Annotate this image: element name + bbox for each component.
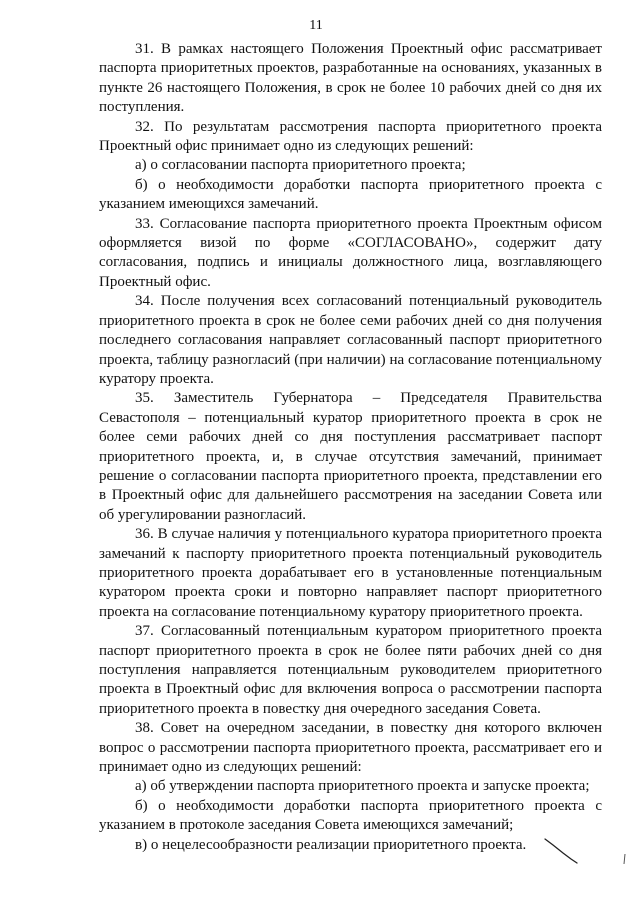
paragraph-35: 35. Заместитель Губернатора – Председателя Правительства Севастополя – потенциальный куратор приоритетного проекта в срок не более семи рабочих дней со дня поступления рассматривает паспорт приоритетного проекта, и, в случае отсутствия замечаний, принимает решение о согласовании паспорта приоритетного проекта, представлении его в Проектный офис для дальнейшего рассмотрения на заседании Совета или об урегулировании разногласий. — [99, 390, 602, 523]
paragraph-38-option-b: б) о необходимости доработки паспорта приоритетного проекта с указанием в протоколе заседания Совета имеющихся замечаний; — [99, 797, 602, 834]
margin-tick — [620, 853, 628, 865]
paragraph-37: 37. Согласованный потенциальным куратором приоритетного проекта паспорт приоритетного проекта в срок не более пяти рабочих дней со дня поступления направляется потенциальным руководителем приоритетного проекта в Проектный офис для включения вопроса о рассмотрении паспорта приоритетного проекта в повестку дня очередного заседания Совета. — [99, 623, 602, 717]
paragraph-31: 31. В рамках настоящего Положения Проектный офис рассматривает паспорта приоритетных проектов, разработанные на основаниях, указанных в пункте 26 настоящего Положения, в срок не более 10 рабочих дней со дня их поступления. — [99, 41, 602, 116]
paragraph-38: 38. Совет на очередном заседании, в повестку дня которого включен вопрос о рассмотрении паспорта приоритетного проекта, рассматривает его и принимает одно из следующих решений: — [99, 720, 602, 776]
paragraph-38-option-a: а) об утверждении паспорта приоритетного проекта и запуске проекта; — [135, 778, 590, 795]
paragraph-32-option-b: б) о необходимости доработки паспорта приоритетного проекта с указанием имеющихся замечаний. — [99, 176, 602, 213]
page-number: 11 — [309, 18, 323, 33]
paragraph-33: 33. Согласование паспорта приоритетного проекта Проектным офисом оформляется визой по форме «СОГЛАСОВАНО», содержит дату согласования, подпись и инициалы должностного лица, возглавляющего Проектный офис. — [99, 215, 602, 290]
paragraph-38-option-c: в) о нецелесообразности реализации приоритетного проекта. — [135, 836, 527, 853]
paragraph-36: 36. В случае наличия у потенциального куратора приоритетного проекта замечаний к паспорту приоритетного проекта потенциальный руководитель приоритетного проекта дорабатывает его в установленные потенциальным куратором проекта сроки и повторно направляет паспорт приоритетного проекта на согласование потенциальному куратору приоритетного проекта. — [99, 526, 602, 620]
document-body — [99, 40, 602, 855]
paragraph-32: 32. По результатам рассмотрения паспорта приоритетного проекта Проектный офис принимает одно из следующих решений: — [99, 118, 602, 155]
initials-mark — [541, 836, 581, 864]
paragraph-32-option-a: а) о согласовании паспорта приоритетного проекта; — [135, 157, 466, 174]
paragraph-34: 34. После получения всех согласований потенциальный руководитель приоритетного проекта в срок не более семи рабочих дней со дня получения последнего согласования направляет согласованный паспорт приоритетного проекта, таблицу разногласий (при наличии) на согласование потенциальному куратору проекта. — [99, 293, 602, 387]
